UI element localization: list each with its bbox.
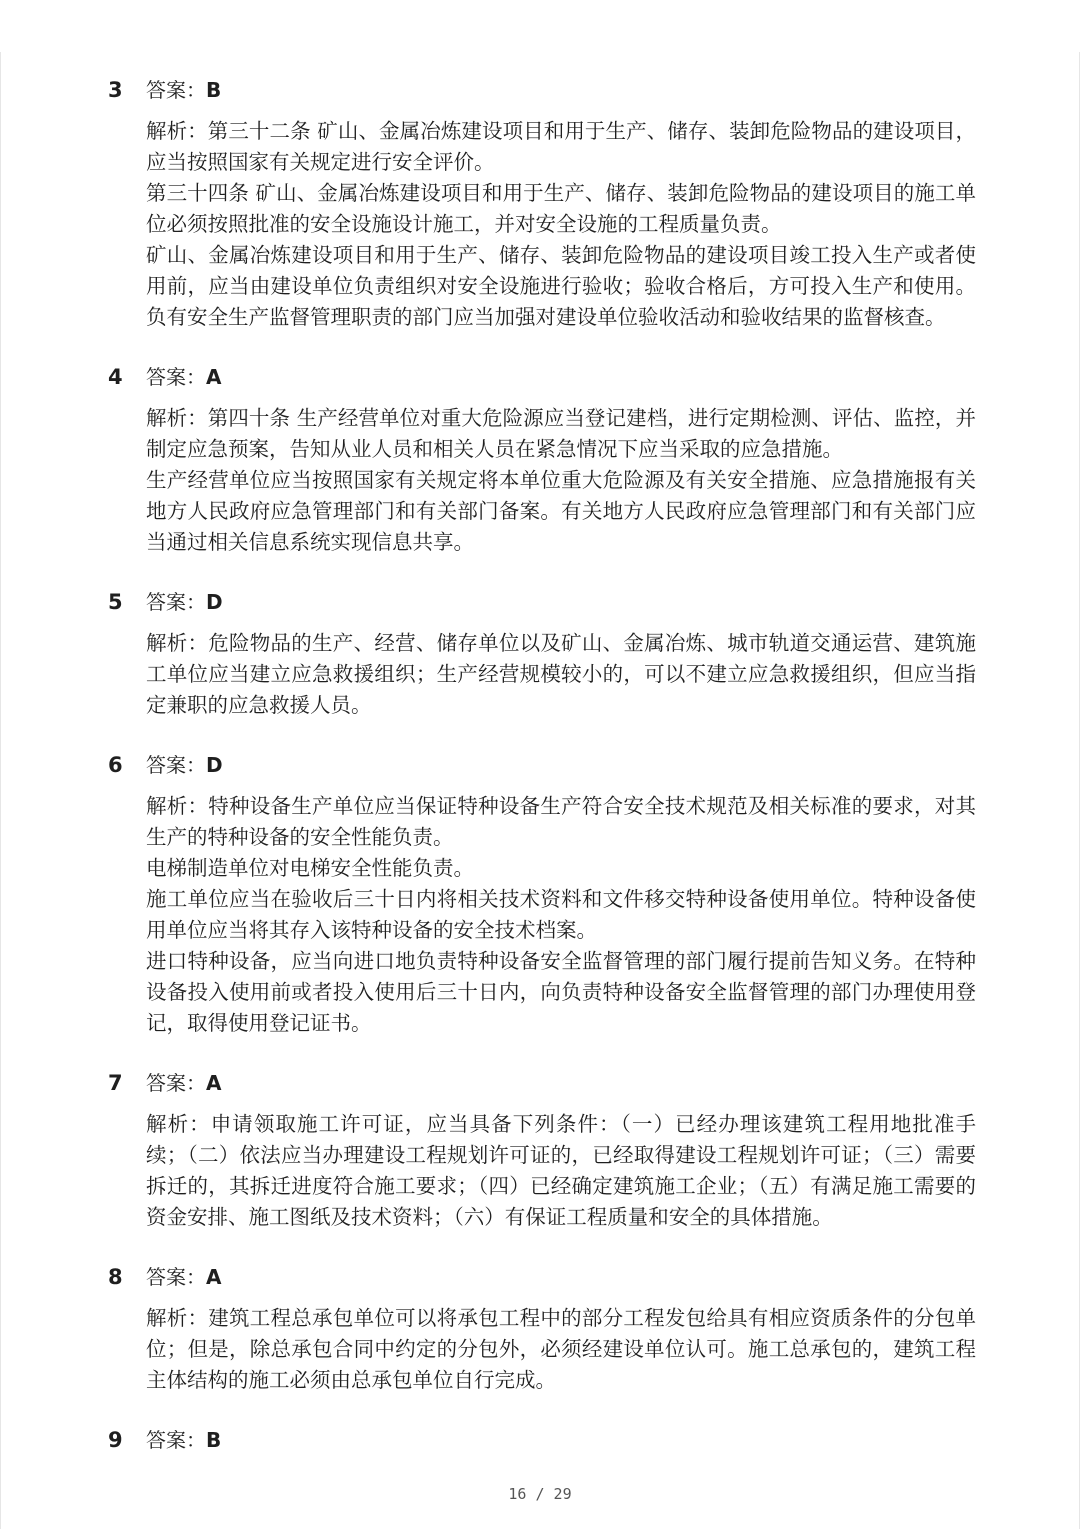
answer-choice: A (206, 1265, 222, 1289)
answer-choice: A (206, 1071, 222, 1095)
answer-choice: B (206, 1428, 222, 1452)
question-number: 3 (108, 78, 123, 102)
answer-item (0, 1065, 1080, 1233)
answer-label: 答案： (146, 590, 206, 614)
explanation (146, 1109, 976, 1233)
answer-label: 答案： (146, 365, 206, 389)
answer-choice: B (206, 78, 222, 102)
explanation-paragraph: 第三十四条 矿山、金属冶炼建设项目和用于生产、储存、装卸危险物品的建设项目的施工单位必须按照批准的安全设施设计施工，并对安全设施的工程质量负责。 (146, 181, 976, 236)
explanation-paragraph: 解析：第三十二条 矿山、金属冶炼建设项目和用于生产、储存、装卸危险物品的建设项目，应当按照国家有关规定进行安全评价。 (146, 119, 976, 174)
answer-item (0, 584, 1080, 721)
explanation-paragraph: 矿山、金属冶炼建设项目和用于生产、储存、装卸危险物品的建设项目竣工投入生产或者使用前，应当由建设单位负责组织对安全设施进行验收；验收合格后，方可投入生产和使用。负有安全生产监督管理职责的部门应当加强对建设单位验收活动和验收结果的监督核查。 (146, 243, 976, 329)
question-number: 5 (108, 590, 123, 614)
answer-line (0, 359, 1080, 395)
question-number: 6 (108, 753, 123, 777)
explanation (146, 1303, 976, 1396)
explanation-paragraph: 解析：建筑工程总承包单位可以将承包工程中的部分工程发包给具有相应资质条件的分包单位；但是，除总承包合同中约定的分包外，必须经建设单位认可。施工总承包的，建筑工程主体结构的施工必须由总承包单位自行完成。 (146, 1306, 976, 1392)
explanation-paragraph: 生产经营单位应当按照国家有关规定将本单位重大危险源及有关安全措施、应急措施报有关地方人民政府应急管理部门和有关部门备案。有关地方人民政府应急管理部门和有关部门应当通过相关信息系统实现信息共享。 (146, 468, 976, 554)
answer (146, 1259, 221, 1295)
answer (146, 1065, 221, 1101)
answer-item (0, 359, 1080, 558)
answer-choice: D (206, 753, 223, 777)
explanation-paragraph: 解析：第四十条 生产经营单位对重大危险源应当登记建档，进行定期检测、评估、监控，并制定应急预案，告知从业人员和相关人员在紧急情况下应当采取的应急措施。 (146, 406, 976, 461)
explanation (146, 791, 976, 1039)
answer-item (0, 1422, 1080, 1458)
document-content (0, 72, 1080, 1484)
question-number: 8 (108, 1265, 123, 1289)
explanation-paragraph: 解析：特种设备生产单位应当保证特种设备生产符合安全技术规范及相关标准的要求，对其生产的特种设备的安全性能负责。 (146, 794, 976, 849)
explanation (146, 403, 976, 558)
answer-label: 答案： (146, 78, 206, 102)
answer-label: 答案： (146, 753, 206, 777)
explanation-paragraph: 解析：危险物品的生产、经营、储存单位以及矿山、金属冶炼、城市轨道交通运营、建筑施工单位应当建立应急救援组织；生产经营规模较小的，可以不建立应急救援组织，但应当指定兼职的应急救援人员。 (146, 631, 976, 717)
answer-label: 答案： (146, 1428, 206, 1452)
explanation-paragraph: 解析：申请领取施工许可证，应当具备下列条件：（一）已经办理该建筑工程用地批准手续；（二）依法应当办理建设工程规划许可证的，已经取得建设工程规划许可证；（三）需要拆迁的，其拆迁进度符合施工要求；（四）已经确定建筑施工企业；（五）有满足施工需要的资金安排、施工图纸及技术资料；（六）有保证工程质量和安全的具体措施。 (146, 1112, 976, 1229)
answer-item (0, 72, 1080, 333)
answer-line (0, 1422, 1080, 1458)
answer-line (0, 72, 1080, 108)
answer (146, 584, 223, 620)
answer-item (0, 747, 1080, 1039)
answer-line (0, 1259, 1080, 1295)
answer-line (0, 747, 1080, 783)
answer-label: 答案： (146, 1265, 206, 1289)
explanation (146, 116, 976, 333)
answer (146, 747, 223, 783)
answer-line (0, 1065, 1080, 1101)
question-number: 7 (108, 1071, 123, 1095)
answer (146, 1422, 221, 1458)
question-number: 4 (108, 365, 123, 389)
explanation-paragraph: 进口特种设备，应当向进口地负责特种设备安全监督管理的部门履行提前告知义务。在特种设备投入使用前或者投入使用后三十日内，向负责特种设备安全监督管理的部门办理使用登记，取得使用登记证书。 (146, 949, 976, 1035)
answer-label: 答案： (146, 1071, 206, 1095)
answer-choice: D (206, 590, 223, 614)
explanation-paragraph: 电梯制造单位对电梯安全性能负责。 (146, 856, 474, 880)
page-number: 16 / 29 (508, 1485, 572, 1503)
explanation (146, 628, 976, 721)
answer-choice: A (206, 365, 222, 389)
answer-line (0, 584, 1080, 620)
answer-item (0, 1259, 1080, 1396)
explanation-paragraph: 施工单位应当在验收后三十日内将相关技术资料和文件移交特种设备使用单位。特种设备使用单位应当将其存入该特种设备的安全技术档案。 (146, 887, 976, 942)
question-number: 9 (108, 1428, 123, 1452)
answer (146, 359, 221, 395)
answer (146, 72, 221, 108)
